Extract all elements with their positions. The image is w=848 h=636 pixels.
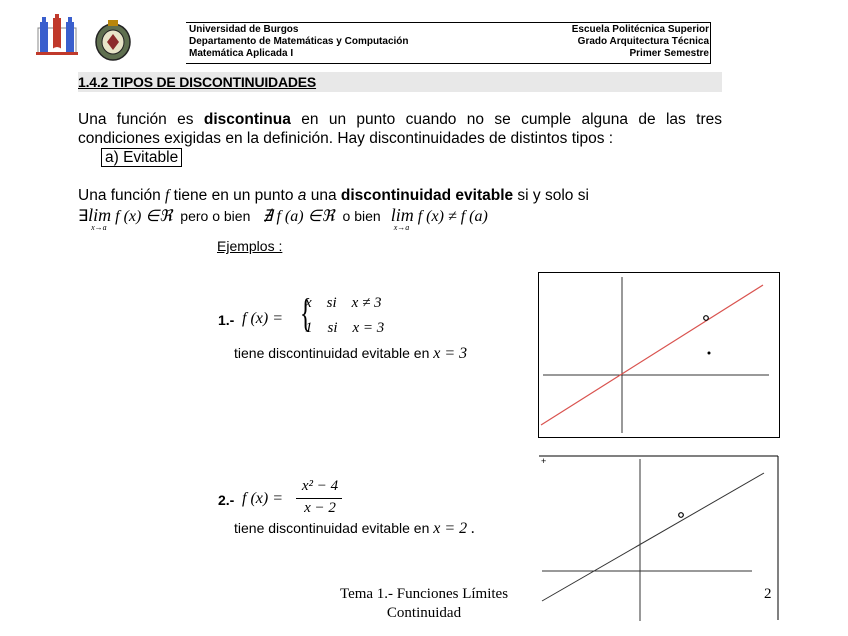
section-title: 1.4.2 TIPOS DE DISCONTINUIDADES — [78, 72, 722, 92]
examples-heading: Ejemplos : — [217, 238, 283, 254]
example-2-denominator: x − 2 — [304, 500, 336, 516]
header-right-line-2: Grado Arquitectura Técnica — [577, 36, 709, 47]
example-2-numerator: x² − 4 — [301, 478, 339, 494]
example-2-label: 2.- — [218, 492, 235, 508]
example-2-fraction-bar — [296, 498, 342, 499]
intro-paragraph: Una función es discontinua en un punto cuando no se cumple alguna de las tres condiciones exigidas en la definición. Hay discontinuidades de distintos tipos : — [78, 111, 722, 147]
header-right-line-3: Primer Semestre — [629, 48, 709, 59]
example-1-text: tiene discontinuidad evitable en x = 3 — [234, 345, 468, 362]
example-1-graph — [538, 272, 780, 438]
graph-2-hole — [679, 513, 684, 518]
header-left-line-1: Universidad de Burgos — [189, 24, 299, 35]
header-left-line-3: Matemática Aplicada I — [189, 48, 294, 59]
page-number: 2 — [764, 586, 772, 602]
university-seal — [92, 18, 134, 62]
example-2-fx: f (x) = — [242, 490, 283, 507]
graph-1-function-line — [541, 285, 763, 425]
definition-line-1: Una función f tiene en un punto a una discontinuidad evitable si y solo si — [78, 187, 589, 204]
example-1-case-2: 1 si x = 3 — [305, 320, 385, 336]
header-left-line-2: Departamento de Matemáticas y Computación — [189, 36, 409, 47]
example-1-fx: f (x) = — [242, 310, 283, 327]
header-right-line-1: Escuela Politécnica Superior — [571, 24, 709, 35]
example-2-text: tiene discontinuidad evitable en x = 2 . — [234, 520, 476, 537]
graph-1-hole — [704, 316, 709, 321]
university-logo-castle — [36, 14, 78, 58]
example-1-case-1: x si x ≠ 3 — [305, 295, 382, 311]
example-1-brace: { — [299, 290, 312, 335]
subsection-label: a) Evitable — [101, 148, 182, 167]
svg-text:+: + — [541, 456, 547, 466]
graph-2-function-line — [542, 473, 764, 601]
footer-line-1: Tema 1.- Funciones Límites — [339, 586, 509, 602]
footer-line-2: Continuidad — [386, 605, 462, 621]
definition-line-2: ∃lim x→a f (x) ∈ℜ pero o bien ∄ f (a) ∈ℜ o bien lim x→a f (x) ≠ f (a) — [78, 205, 488, 232]
example-2-graph — [538, 455, 780, 623]
example-1-label: 1.- — [218, 312, 235, 328]
graph-1-point — [708, 352, 711, 355]
